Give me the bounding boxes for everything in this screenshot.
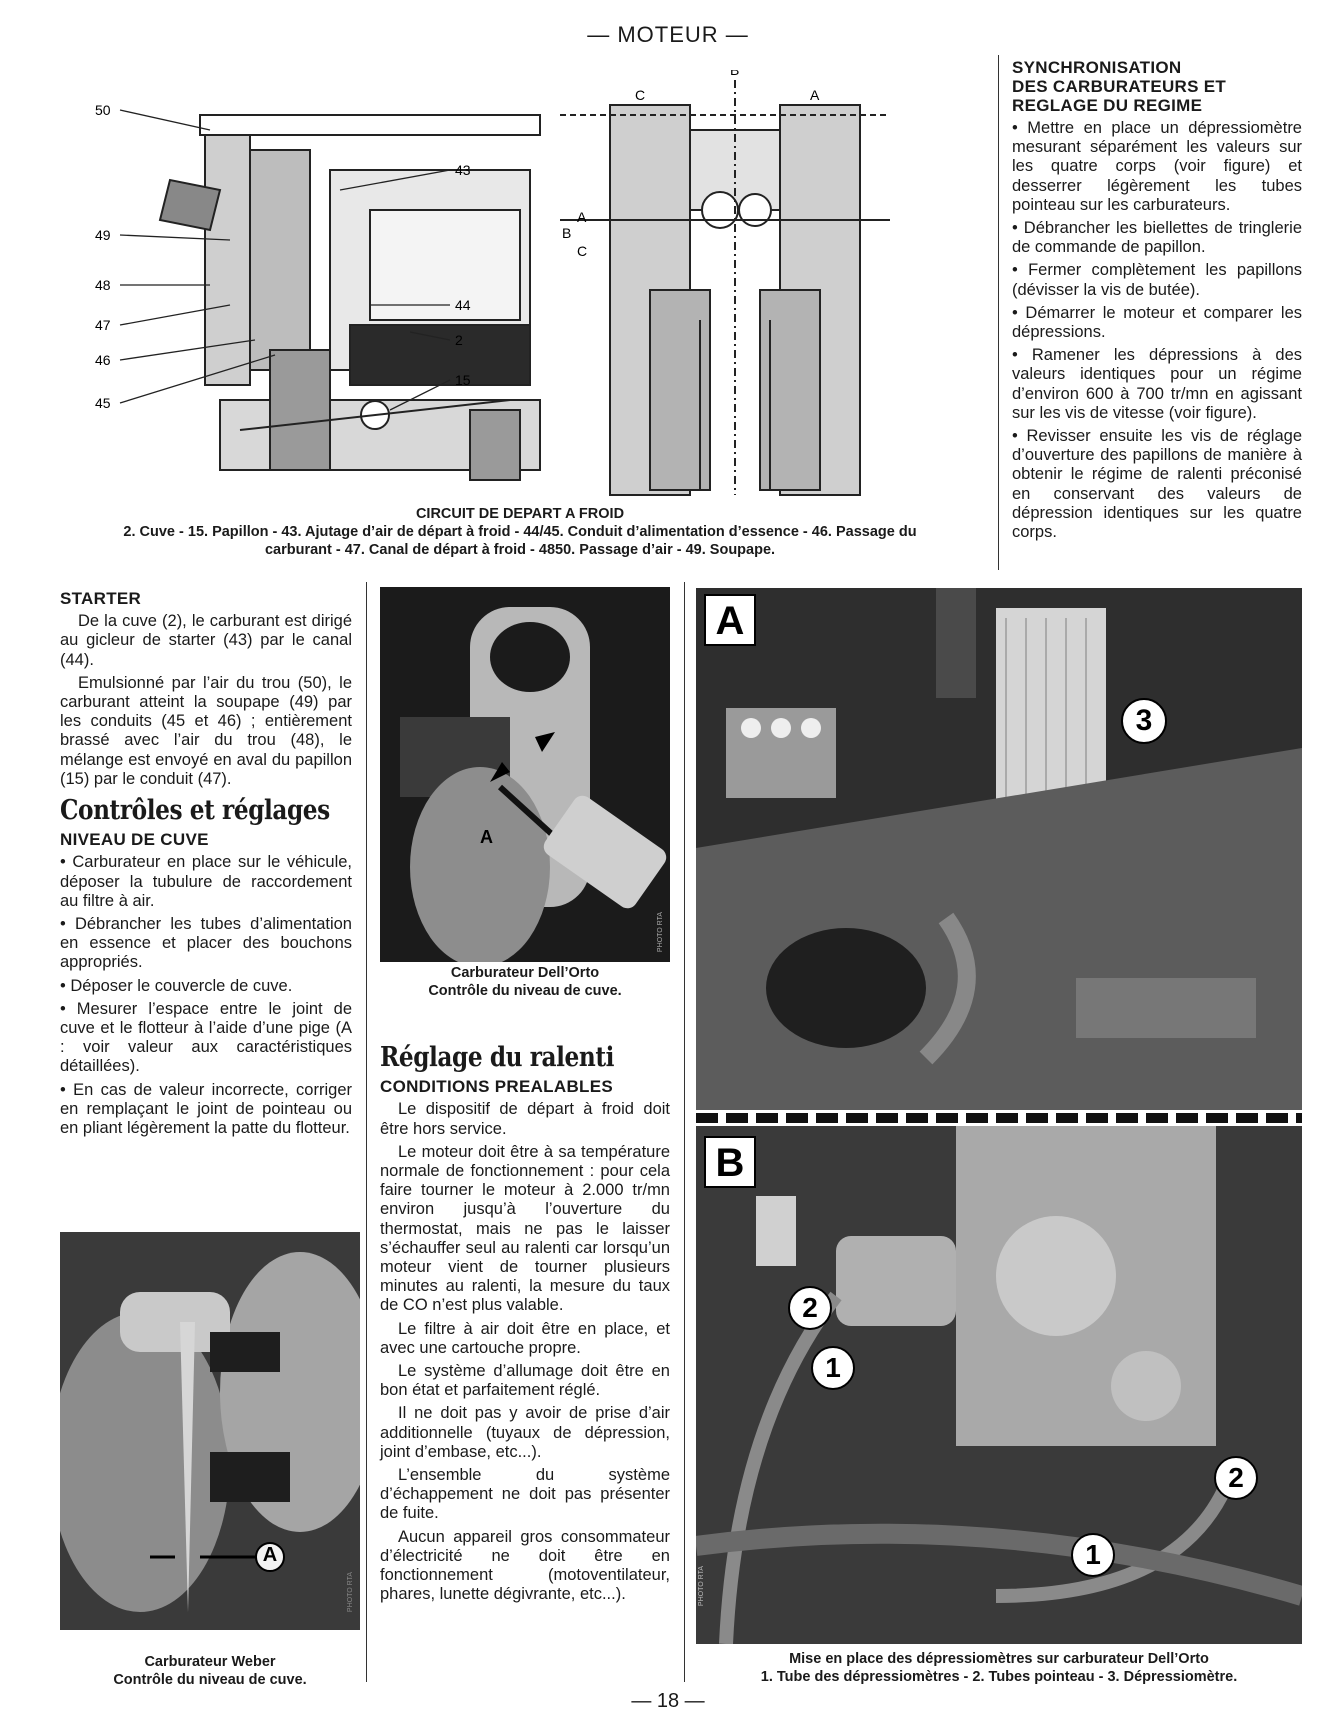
label-48: 48	[95, 277, 111, 293]
photo-weber-caption-line1: Carburateur Weber	[144, 1654, 276, 1670]
photo-engine-a-drawing	[696, 588, 1302, 1110]
label-44: 44	[455, 297, 471, 313]
label-49: 49	[95, 227, 111, 243]
label-45: 45	[95, 395, 111, 411]
photo-weber-drawing	[60, 1232, 360, 1630]
section-label-a-top: A	[810, 87, 820, 103]
marker-1-left: 1	[811, 1346, 855, 1390]
ralenti-paragraph: Aucun appareil gros consommateur d’électricité ne doit être en fonctionnement (motoventilateur, phares, lunette dégivrante, etc...).	[380, 1527, 670, 1604]
photo-engine-a	[696, 588, 1302, 1110]
section-label-b-top: B	[730, 70, 740, 78]
label-15: 15	[455, 372, 471, 388]
diagram-caption-line1: 2. Cuve - 15. Papillon - 43. Ajutage d’air de départ à froid - 44/45. Conduit d’alimentation d’essence - 46. Passage du	[123, 524, 917, 540]
column-divider-top	[998, 55, 999, 570]
column-divider-right	[684, 582, 685, 1682]
label-50: 50	[95, 102, 111, 118]
ralenti-section	[380, 1042, 670, 1608]
diagram-caption-title: CIRCUIT DE DEPART A FROID	[415, 506, 625, 522]
marker-2-left: 2	[788, 1286, 832, 1330]
photo-dellorto-caption	[380, 964, 670, 1000]
photo-separator	[696, 1113, 1302, 1123]
niveau-cuve-heading: NIVEAU DE CUVE	[60, 830, 209, 850]
page-number: — 18 —	[631, 1690, 705, 1712]
diagram-caption-line2: carburant - 47. Canal de départ à froid - 4850. Passage d’air - 49. Soupape.	[264, 542, 776, 558]
sync-bullet: • Revisser ensuite les vis de réglage d’ouverture des papillons de manière à obtenir le régime de ralenti préconisé en conservant des valeurs de dépression identiques sur les quatre corps.	[1012, 427, 1302, 542]
photo-ab-caption-line2: 1. Tube des dépressiomètres - 2. Tubes pointeau - 3. Dépressiomètre.	[760, 1669, 1238, 1685]
photo-weber	[60, 1232, 360, 1630]
column-divider-middle	[366, 582, 367, 1682]
photo-dellorto	[380, 587, 670, 962]
label-47: 47	[95, 317, 111, 333]
ralenti-paragraph: Le moteur doit être à sa température normale de fonctionnement : pour cela faire tourner le moteur à 2.000 tr/mn environ jusqu’à l’ouverture du thermostat, mais ne pas le laisser s’échauffer seul au ralenti car lorsqu’un moteur vient de tourner plusieurs minutes au ralenti, la mesure du taux de CO n’est plus valable.	[380, 1142, 670, 1315]
left-column	[60, 585, 352, 1142]
photo-dellorto-drawing	[380, 587, 670, 962]
ralenti-paragraph: L’ensemble du système d’échappement ne doit pas présenter de fuite.	[380, 1466, 670, 1523]
sync-bullet: • Fermer complètement les papillons (dévisser la vis de butée).	[1012, 261, 1302, 299]
photo-dellorto-caption-line1: Carburateur Dell’Orto	[450, 965, 600, 981]
photo-ab-tag: PHOTO RTA	[698, 1566, 705, 1607]
label-43: 43	[455, 162, 471, 178]
sync-heading-line2: DES CARBURATEURS ET	[1012, 77, 1227, 96]
marker-1-right: 1	[1071, 1533, 1115, 1577]
section-label-b-side: B	[562, 225, 572, 241]
sync-bullet: • Ramener les dépressions à des valeurs identiques pour un régime d’environ 600 à 700 tr/mn en agissant sur les vis de vitesse (voir figure).	[1012, 346, 1302, 422]
ralenti-paragraph: Le dispositif de départ à froid doit être hors service.	[380, 1100, 670, 1138]
photo-label-a: A	[704, 594, 756, 646]
conditions-heading: CONDITIONS PREALABLES	[380, 1077, 613, 1097]
cold-start-diagram	[90, 70, 930, 500]
controles-bullet: • Débrancher les tubes d’alimentation en essence et placer des bouchons appropriés.	[60, 915, 352, 972]
sync-heading-line1: SYNCHRONISATION	[1012, 58, 1182, 77]
sync-section	[1012, 58, 1302, 546]
photo-ab-caption-line1: Mise en place des dépressiomètres sur carburateur Dell’Orto	[789, 1651, 1209, 1667]
photo-dellorto-marker: A	[480, 827, 493, 847]
controles-bullet: • En cas de valeur incorrecte, corriger en remplaçant le joint de pointeau ou en pliant légèrement la patte du flotteur.	[60, 1080, 352, 1138]
sync-bullet: • Mettre en place un dépressiomètre mesurant séparément les valeurs sur les quatre corps (voir figure) et desserrer légèrement les tubes pointeau sur les carburateurs.	[1012, 119, 1302, 214]
page-header: — MOTEUR —	[587, 22, 749, 47]
photo-weber-caption	[60, 1653, 360, 1689]
controles-heading: Contrôles et réglages	[60, 795, 330, 827]
sync-heading	[1012, 58, 1302, 115]
ralenti-paragraph: Il ne doit pas y avoir de prise d’air additionnelle (tuyaux de dépression, joint d’embase, etc...).	[380, 1404, 670, 1461]
sync-heading-line3: REGLAGE DU REGIME	[1012, 96, 1203, 115]
controles-bullet: • Déposer le couvercle de cuve.	[60, 976, 293, 995]
starter-paragraph: De la cuve (2), le carburant est dirigé au gicleur de starter (43) par le canal (44).	[60, 612, 352, 669]
photo-weber-marker: A	[262, 1544, 278, 1566]
photo-label-b: B	[704, 1136, 756, 1188]
ralenti-paragraph: Le système d’allumage doit être en bon état et parfaitement réglé.	[380, 1362, 670, 1400]
ralenti-heading: Réglage du ralenti	[380, 1042, 615, 1073]
marker-3: 3	[1121, 698, 1167, 744]
label-46: 46	[95, 352, 111, 368]
marker-2-right: 2	[1214, 1456, 1258, 1500]
controles-bullet: • Carburateur en place sur le véhicule, déposer la tubulure de raccordement au filtre à air.	[60, 853, 352, 910]
photo-weber-caption-line2: Contrôle du niveau de cuve.	[113, 1672, 307, 1688]
sync-bullet: • Débrancher les biellettes de tringlerie de commande de papillon.	[1012, 219, 1302, 257]
diagram-caption	[55, 505, 985, 559]
label-2: 2	[455, 332, 463, 348]
controles-bullet: • Mesurer l’espace entre le joint de cuve et le flotteur à l’aide d’une pige (A : voir valeur aux caractéristiques détaillées).	[60, 999, 352, 1076]
section-label-a-side: A	[577, 209, 587, 225]
photo-dellorto-tag: PHOTO RTA	[657, 912, 664, 953]
starter-heading: STARTER	[60, 589, 142, 608]
photo-engine-b-drawing	[696, 1126, 1302, 1644]
photo-weber-tag: PHOTO RTA	[347, 1572, 354, 1613]
section-label-c-top: C	[635, 87, 646, 103]
photo-engine-b	[696, 1126, 1302, 1644]
sync-bullet: • Démarrer le moteur et comparer les dépressions.	[1012, 303, 1302, 342]
starter-paragraph: Emulsionné par l’air du trou (50), le carburant atteint la soupape (49) par les conduits (45 et 46) ; entièrement brassé avec l’air du trou (48), le mélange est envoyé en aval du papillon (15) par le conduit (47).	[60, 673, 352, 788]
diagram-drawing	[90, 70, 930, 500]
section-label-c-side: C	[577, 243, 588, 259]
photo-ab-caption	[696, 1650, 1302, 1686]
ralenti-paragraph: Le filtre à air doit être en place, et avec une cartouche propre.	[380, 1319, 670, 1357]
photo-dellorto-caption-line2: Contrôle du niveau de cuve.	[428, 983, 622, 999]
